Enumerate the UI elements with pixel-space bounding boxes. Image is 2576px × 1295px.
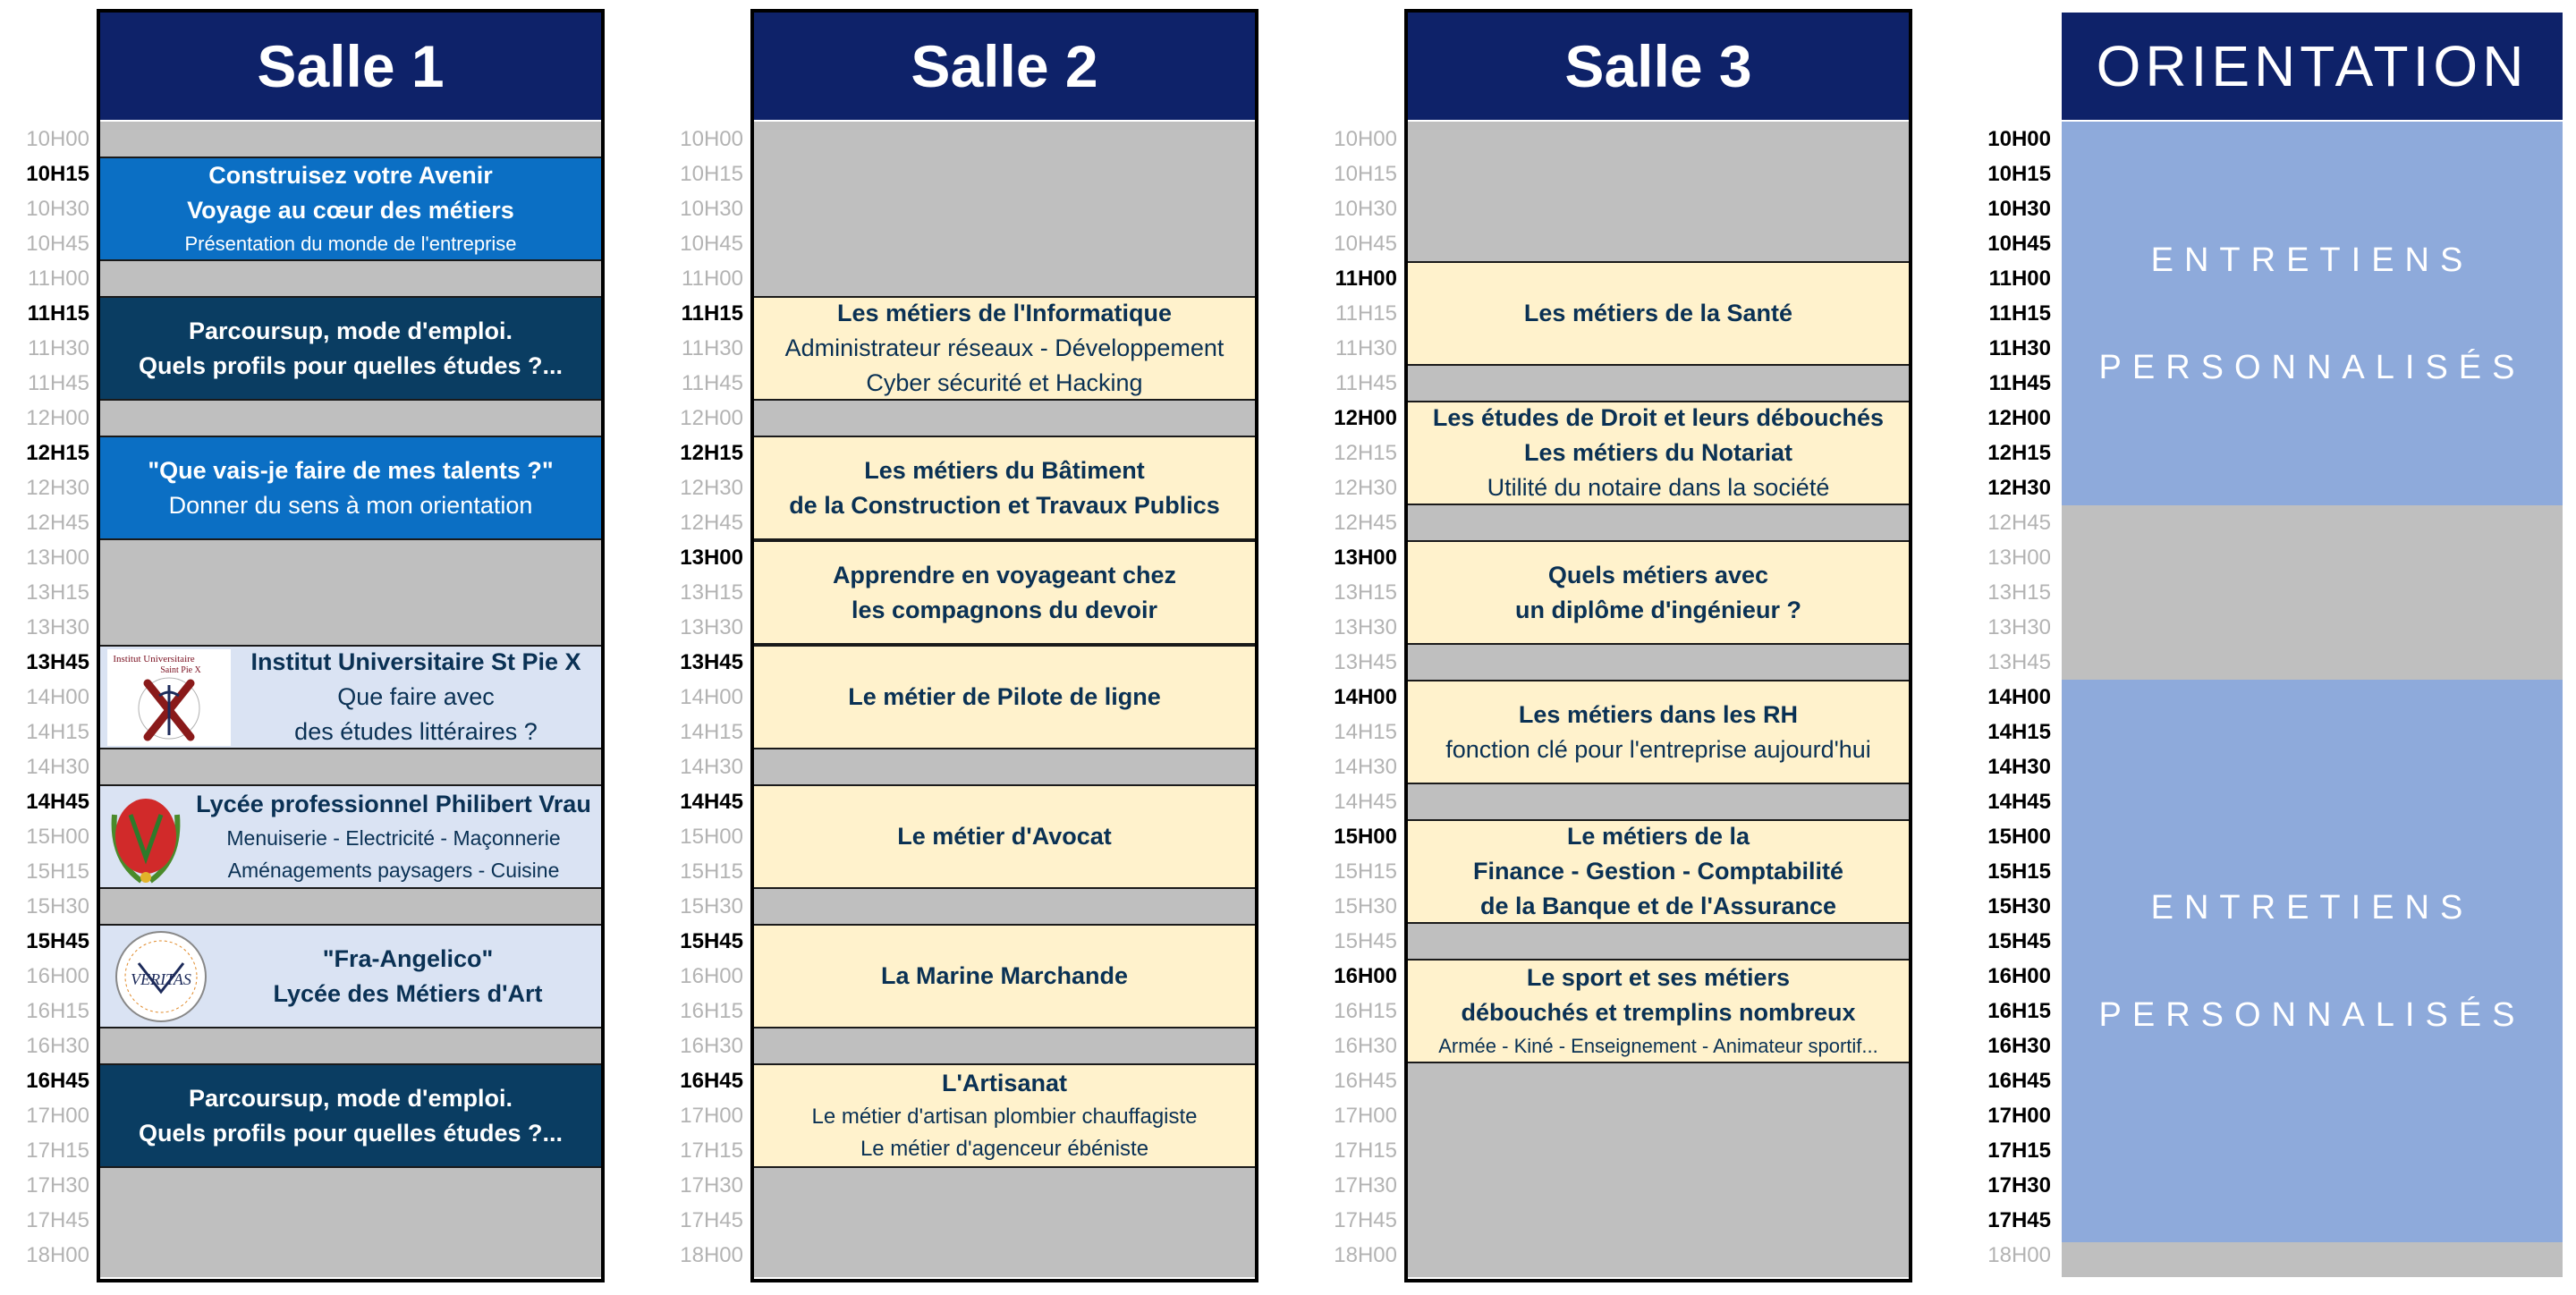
- time-label: 15H15: [680, 859, 743, 884]
- time-label: 12H45: [1334, 511, 1397, 535]
- time-label: 11H30: [1988, 336, 2051, 360]
- event-line: débouchés et tremplins nombreux: [1461, 998, 1856, 1026]
- time-label: 12H00: [1987, 406, 2051, 430]
- time-label: 16H30: [26, 1034, 89, 1058]
- time-label: 10H15: [680, 162, 743, 186]
- logo-text: Institut Universitaire: [113, 653, 195, 664]
- time-label: 14H15: [1987, 720, 2051, 744]
- time-label: 14H00: [1334, 685, 1397, 709]
- time-label: 16H15: [1987, 999, 2051, 1023]
- event-line: Cyber sécurité et Hacking: [866, 369, 1143, 396]
- time-label: 15H00: [1987, 825, 2051, 849]
- event-line: Le métier de Pilote de ligne: [848, 683, 1161, 710]
- time-label: 12H30: [1334, 476, 1397, 500]
- event-line: de la Banque et de l'Assurance: [1479, 893, 1837, 919]
- time-label: 17H30: [1987, 1173, 2051, 1198]
- header-salle-2: Salle 2: [754, 13, 1255, 120]
- time-label: 13H30: [680, 615, 743, 639]
- column-frame-salle-2: [750, 9, 1258, 1282]
- time-label: 17H30: [680, 1173, 743, 1198]
- time-label: 16H15: [26, 999, 89, 1023]
- time-label: 17H45: [26, 1208, 89, 1232]
- time-label: 13H15: [680, 580, 743, 605]
- time-label: 10H45: [1987, 232, 2051, 256]
- time-label: 11H30: [1335, 336, 1397, 360]
- time-label: 12H45: [1987, 511, 2051, 535]
- time-label: 14H45: [680, 790, 743, 814]
- event-line: Le métiers de la: [1566, 823, 1750, 850]
- orientation-entretiens-morning[interactable]: [2062, 122, 2563, 505]
- time-label: 11H15: [1988, 301, 2051, 326]
- time-label: 15H30: [680, 894, 743, 918]
- time-label: 12H30: [26, 476, 89, 500]
- time-label: 12H15: [1334, 441, 1397, 465]
- logo-text: VERITAS: [131, 969, 191, 988]
- time-label: 13H30: [26, 615, 89, 639]
- time-label: 14H00: [26, 685, 89, 709]
- time-label: 14H00: [1987, 685, 2051, 709]
- column-frame-salle-1: [97, 9, 605, 1282]
- time-label: 14H30: [680, 755, 743, 779]
- gap-slot: [2062, 1242, 2563, 1277]
- time-label: 13H00: [26, 546, 89, 570]
- time-label: 14H30: [1987, 755, 2051, 779]
- time-label: 17H45: [680, 1208, 743, 1232]
- event-line: Lycée professionnel Philibert Vrau: [196, 791, 591, 817]
- time-label: 10H30: [1334, 197, 1397, 221]
- time-label: 16H45: [1334, 1069, 1397, 1093]
- time-label: 16H45: [680, 1069, 743, 1093]
- time-label: 17H00: [1334, 1104, 1397, 1128]
- event-line: Menuiserie - Electricité - Maçonnerie: [226, 826, 561, 850]
- time-label: 16H00: [1987, 964, 2051, 988]
- time-label: 10H00: [1987, 127, 2051, 151]
- time-label: 18H00: [680, 1243, 743, 1267]
- time-label: 10H00: [680, 127, 743, 151]
- event-line: "Que vais-je faire de mes talents ?": [148, 456, 554, 484]
- time-label: 11H15: [681, 301, 743, 326]
- time-label: 13H00: [680, 546, 743, 570]
- event-line: Parcoursup, mode d'emploi.: [189, 1084, 513, 1112]
- logo-text: Saint Pie X: [160, 664, 201, 675]
- time-label: 12H30: [680, 476, 743, 500]
- event-line: Armée - Kiné - Enseignement - Animateur sportif...: [1438, 1034, 1878, 1057]
- time-label: 14H30: [26, 755, 89, 779]
- orientation-entretiens-afternoon[interactable]: [2062, 680, 2563, 1242]
- time-label: 13H30: [1334, 615, 1397, 639]
- time-label: 18H00: [26, 1243, 89, 1267]
- time-label: 15H00: [680, 825, 743, 849]
- time-label: 14H45: [26, 790, 89, 814]
- event-line: Présentation du monde de l'entreprise: [184, 232, 517, 255]
- event-line: Parcoursup, mode d'emploi.: [189, 317, 513, 344]
- event-line: Quels profils pour quelles études ?...: [138, 351, 564, 379]
- event-line: Les métiers de l'Informatique: [836, 300, 1173, 326]
- event-line: La Marine Marchande: [880, 962, 1129, 989]
- time-label: 15H30: [26, 894, 89, 918]
- time-label: 10H15: [1334, 162, 1397, 186]
- time-label: 10H30: [1987, 197, 2051, 221]
- column-frame-salle-3: [1404, 9, 1912, 1282]
- time-label: 13H15: [1334, 580, 1397, 605]
- time-label: 14H15: [1334, 720, 1397, 744]
- time-label: 10H45: [1334, 232, 1397, 256]
- time-label: 15H00: [26, 825, 89, 849]
- time-label: 17H15: [1334, 1138, 1397, 1163]
- time-label: 15H15: [26, 859, 89, 884]
- time-label: 11H45: [1988, 371, 2051, 395]
- time-label: 11H00: [1335, 267, 1397, 291]
- time-label: 12H15: [1987, 441, 2051, 465]
- time-label: 15H30: [1987, 894, 2051, 918]
- time-label: 17H15: [26, 1138, 89, 1163]
- time-label: 12H30: [1987, 476, 2051, 500]
- header-orientation: ORIENTATION: [2062, 13, 2563, 120]
- header-salle-3: Salle 3: [1408, 13, 1909, 120]
- event-line: de la Construction et Travaux Publics: [789, 491, 1220, 519]
- event-line: "Fra-Angelico": [322, 944, 494, 972]
- time-label: 15H45: [26, 929, 89, 953]
- time-label: 16H30: [1334, 1034, 1397, 1058]
- time-label: 17H45: [1987, 1208, 2051, 1232]
- time-label: 17H45: [1334, 1208, 1397, 1232]
- time-label: 16H45: [26, 1069, 89, 1093]
- time-label: 10H15: [26, 162, 89, 186]
- time-label: 11H00: [682, 267, 743, 291]
- time-label: 18H00: [1334, 1243, 1397, 1267]
- gap-slot: [2062, 505, 2563, 680]
- time-label: 17H00: [26, 1104, 89, 1128]
- event-line: Quels métiers avec: [1547, 561, 1769, 588]
- time-label: 11H30: [28, 336, 89, 360]
- time-label: 15H00: [1334, 825, 1397, 849]
- event-line: Les études de Droit et leurs débouchés: [1432, 404, 1885, 431]
- time-label: 16H30: [680, 1034, 743, 1058]
- time-label: 10H00: [26, 127, 89, 151]
- time-label: 10H30: [26, 197, 89, 221]
- time-label: 16H00: [680, 964, 743, 988]
- orientation-line: ENTRETIENS: [2150, 888, 2474, 927]
- time-label: 14H15: [680, 720, 743, 744]
- time-label: 10H00: [1334, 127, 1397, 151]
- time-label: 17H15: [1987, 1138, 2051, 1163]
- time-label: 15H15: [1987, 859, 2051, 884]
- event-line: Le sport et ses métiers: [1526, 963, 1791, 991]
- time-label: 14H45: [1334, 790, 1397, 814]
- event-line: Les métiers du Bâtiment: [864, 456, 1145, 484]
- time-label: 12H00: [1334, 406, 1397, 430]
- time-label: 15H45: [1987, 929, 2051, 953]
- time-label: 13H15: [26, 580, 89, 605]
- event-line: Institut Universitaire St Pie X: [250, 648, 581, 675]
- orientation-line: PERSONNALISÉS: [2098, 995, 2526, 1034]
- time-label: 15H45: [680, 929, 743, 953]
- time-label: 14H00: [680, 685, 743, 709]
- event-line: Aménagements paysagers - Cuisine: [227, 859, 560, 882]
- event-line: Administrateur réseaux - Développement: [784, 334, 1224, 361]
- time-label: 11H00: [1988, 267, 2051, 291]
- time-label: 16H30: [1987, 1034, 2051, 1058]
- event-line: Le métier d'artisan plombier chauffagiste: [811, 1105, 1198, 1129]
- time-label: 16H00: [26, 964, 89, 988]
- time-label: 17H00: [1987, 1104, 2051, 1128]
- event-line: Le métier d'Avocat: [897, 823, 1112, 850]
- event-line: Lycée des Métiers d'Art: [273, 979, 543, 1007]
- event-line: Les métiers dans les RH: [1518, 700, 1799, 728]
- time-label: 11H45: [28, 371, 89, 395]
- time-label: 10H15: [1987, 162, 2051, 186]
- event-line: Le métier d'agenceur ébéniste: [860, 1137, 1149, 1161]
- time-label: 12H45: [680, 511, 743, 535]
- event-line: fonction clé pour l'entreprise aujourd'hui: [1445, 735, 1871, 763]
- time-label: 16H00: [1334, 964, 1397, 988]
- event-line: Voyage au cœur des métiers: [187, 196, 514, 224]
- time-label: 17H15: [680, 1138, 743, 1163]
- time-label: 17H00: [680, 1104, 743, 1128]
- header-salle-1: Salle 1: [100, 13, 601, 120]
- event-line: des études littéraires ?: [294, 718, 538, 745]
- time-label: 15H45: [1334, 929, 1397, 953]
- event-line: Utilité du notaire dans la société: [1487, 474, 1830, 501]
- time-label: 16H45: [1987, 1069, 2051, 1093]
- event-line: un diplôme d'ingénieur ?: [1515, 596, 1801, 623]
- event-line: L'Artisanat: [942, 1070, 1067, 1096]
- orientation-line: ENTRETIENS: [2150, 241, 2474, 279]
- time-label: 13H00: [1987, 546, 2051, 570]
- time-label: 12H00: [26, 406, 89, 430]
- event-line: Donner du sens à mon orientation: [168, 491, 533, 519]
- time-label: 14H45: [1987, 790, 2051, 814]
- event-line: Apprendre en voyageant chez: [832, 561, 1177, 588]
- time-label: 13H45: [26, 650, 89, 674]
- time-label: 14H30: [1334, 755, 1397, 779]
- event-line: Finance - Gestion - Comptabilité: [1472, 858, 1844, 884]
- time-label: 13H30: [1987, 615, 2051, 639]
- orientation-line: PERSONNALISÉS: [2098, 348, 2526, 386]
- time-label: 13H45: [1334, 650, 1397, 674]
- time-label: 10H45: [26, 232, 89, 256]
- time-label: 13H45: [1987, 650, 2051, 674]
- event-line: Quels profils pour quelles études ?...: [138, 1119, 564, 1147]
- time-label: 10H30: [680, 197, 743, 221]
- time-label: 16H15: [680, 999, 743, 1023]
- time-label: 14H15: [26, 720, 89, 744]
- time-label: 12H15: [680, 441, 743, 465]
- time-label: 15H15: [1334, 859, 1397, 884]
- time-label: 17H30: [1334, 1173, 1397, 1198]
- time-label: 11H45: [682, 371, 743, 395]
- time-label: 13H45: [680, 650, 743, 674]
- time-label: 10H45: [680, 232, 743, 256]
- time-label: 12H15: [26, 441, 89, 465]
- time-label: 13H15: [1987, 580, 2051, 605]
- time-label: 11H15: [27, 301, 89, 326]
- time-label: 11H15: [1335, 301, 1397, 326]
- event-line: Construisez votre Avenir: [208, 161, 493, 189]
- time-label: 11H30: [682, 336, 743, 360]
- event-line: Que faire avec: [337, 683, 495, 710]
- event-line: Les métiers de la Santé: [1523, 300, 1793, 326]
- time-label: 11H00: [28, 267, 89, 291]
- event-line: les compagnons du devoir: [851, 596, 1158, 623]
- time-label: 17H30: [26, 1173, 89, 1198]
- time-label: 13H00: [1334, 546, 1397, 570]
- time-label: 15H30: [1334, 894, 1397, 918]
- time-label: 11H45: [1335, 371, 1397, 395]
- time-label: 18H00: [1987, 1243, 2051, 1267]
- event-line: Les métiers du Notariat: [1523, 439, 1793, 466]
- time-label: 16H15: [1334, 999, 1397, 1023]
- time-label: 12H45: [26, 511, 89, 535]
- time-label: 12H00: [680, 406, 743, 430]
